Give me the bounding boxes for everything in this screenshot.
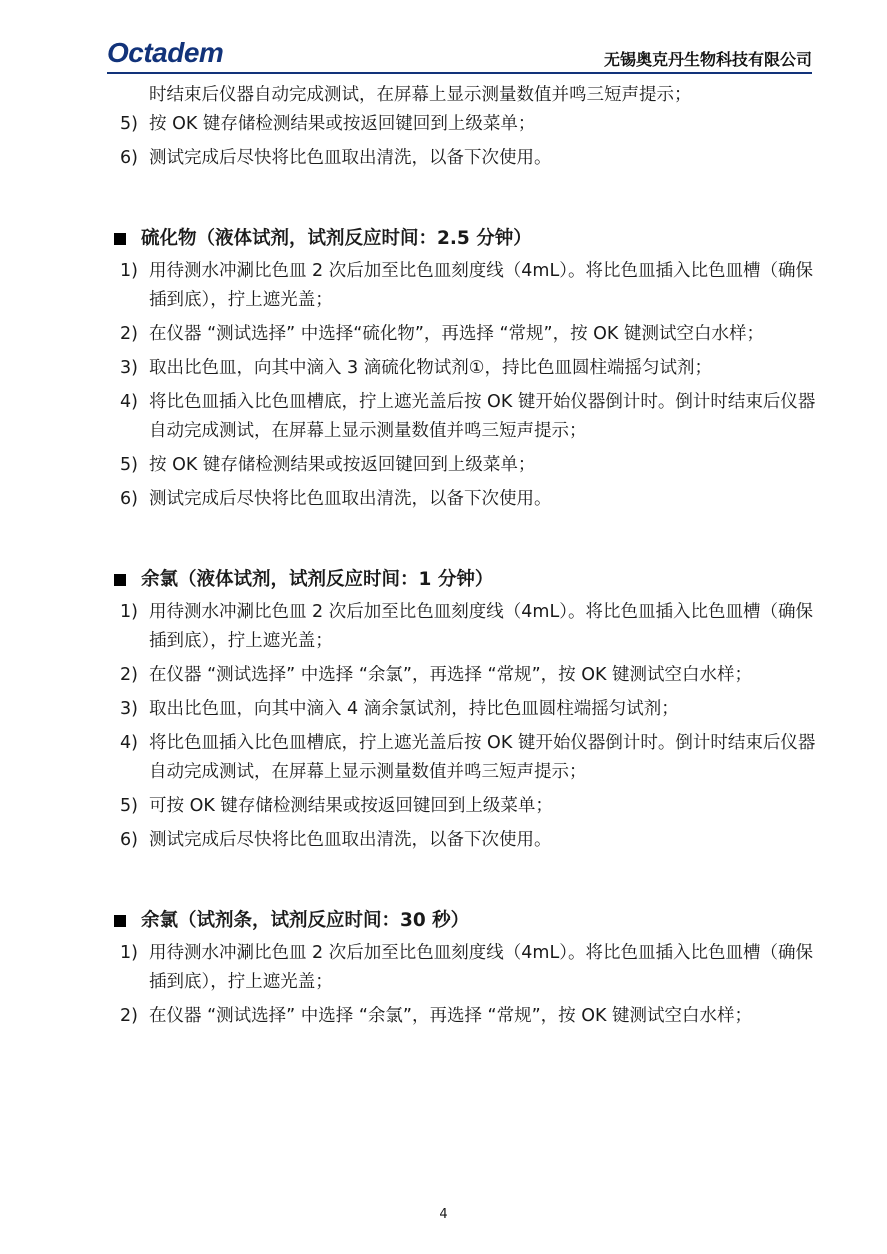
step-number: 5) [120,796,138,816]
step-item [120,826,820,855]
step-number: 5) [120,455,138,475]
step-text: 将比色皿插入比色皿槽底，拧上遮光盖后按 OK 键开始仪器倒计时。倒计时结束后仪器自动完成测试，在屏幕上显示测量数值并鸣三短声提示； [149,733,816,782]
section-title: 余氯（试剂条，试剂反应时间：30 秒） [141,910,470,931]
step-text: 按 OK 键存储检测结果或按返回键回到上级菜单； [149,455,536,475]
step-number: 6) [120,148,138,168]
step-text: 取出比色皿，向其中滴入 3 滴硫化物试剂①，持比色皿圆柱端摇匀试剂； [149,358,712,378]
step-item [120,110,820,139]
step-number: 2) [120,665,138,685]
step-text: 测试完成后尽快将比色皿取出清洗，以备下次使用。 [149,489,552,509]
step-item [120,1002,820,1031]
step-item [120,485,820,514]
step-number: 5) [120,114,138,134]
step-item [120,451,820,480]
step-text: 在仪器 “测试选择” 中选择“硫化物”，再选择 “常规”，按 OK 键测试空白水样； [149,324,764,344]
step-text: 测试完成后尽快将比色皿取出清洗，以备下次使用。 [149,148,552,168]
step-text: 在仪器 “测试选择” 中选择 “余氯”，再选择 “常规”，按 OK 键测试空白水样； [149,1006,753,1026]
step-item [120,661,820,690]
step-number: 3) [120,358,138,378]
step-text: 用待测水冲涮比色皿 2 次后加至比色皿刻度线（4mL）。将比色皿插入比色皿槽（确保插到底），拧上遮光盖； [149,261,813,310]
step-item [120,695,820,724]
square-bullet-icon [114,574,126,586]
step-item [120,792,820,821]
step-text: 取出比色皿，向其中滴入 4 滴余氯试剂，持比色皿圆柱端摇匀试剂； [149,699,679,719]
step-text: 将比色皿插入比色皿槽底，拧上遮光盖后按 OK 键开始仪器倒计时。倒计时结束后仪器自动完成测试，在屏幕上显示测量数值并鸣三短声提示； [149,392,816,441]
step-number: 2) [120,324,138,344]
company-logo: Octadem [107,37,224,68]
page-header [107,38,812,72]
step-number: 1) [120,602,138,622]
section-chlorine-strip [120,906,820,1031]
step-text: 按 OK 键存储检测结果或按返回键回到上级菜单； [149,114,536,134]
step-number: 6) [120,830,138,850]
step-text: 用待测水冲涮比色皿 2 次后加至比色皿刻度线（4mL）。将比色皿插入比色皿槽（确保插到底），拧上遮光盖； [149,943,813,992]
section-title: 余氯（液体试剂，试剂反应时间：1 分钟） [141,569,494,590]
continued-steps [120,81,820,173]
step-item [120,598,820,656]
section-title: 硫化物（液体试剂，试剂反应时间：2.5 分钟） [141,228,532,249]
continued-line: 时结束后仪器自动完成测试，在屏幕上显示测量数值并鸣三短声提示； [149,85,692,105]
page-number: 4 [439,1207,448,1222]
step-item [120,729,820,787]
document-body [120,81,820,1036]
section-heading [114,906,820,935]
step-number: 3) [120,699,138,719]
section-sulfide-liquid [120,224,820,514]
step-item [120,320,820,349]
step-item [120,939,820,997]
header-divider [107,72,812,74]
step-text: 用待测水冲涮比色皿 2 次后加至比色皿刻度线（4mL）。将比色皿插入比色皿槽（确保插到底），拧上遮光盖； [149,602,813,651]
step-text: 可按 OK 键存储检测结果或按返回键回到上级菜单； [149,796,553,816]
step-item [120,388,820,446]
step-number: 1) [120,943,138,963]
step-item [120,354,820,383]
step-item [120,257,820,315]
section-chlorine-liquid [120,565,820,855]
square-bullet-icon [114,915,126,927]
step-number: 2) [120,1006,138,1026]
section-heading [114,224,820,253]
step-number: 6) [120,489,138,509]
step-number: 4) [120,733,138,753]
step-text: 在仪器 “测试选择” 中选择 “余氯”，再选择 “常规”，按 OK 键测试空白水样； [149,665,753,685]
step-number: 1) [120,261,138,281]
section-heading [114,565,820,594]
step-item [120,144,820,173]
step-text: 测试完成后尽快将比色皿取出清洗，以备下次使用。 [149,830,552,850]
square-bullet-icon [114,233,126,245]
step-number: 4) [120,392,138,412]
company-name: 无锡奥克丹生物科技有限公司 [603,50,812,69]
